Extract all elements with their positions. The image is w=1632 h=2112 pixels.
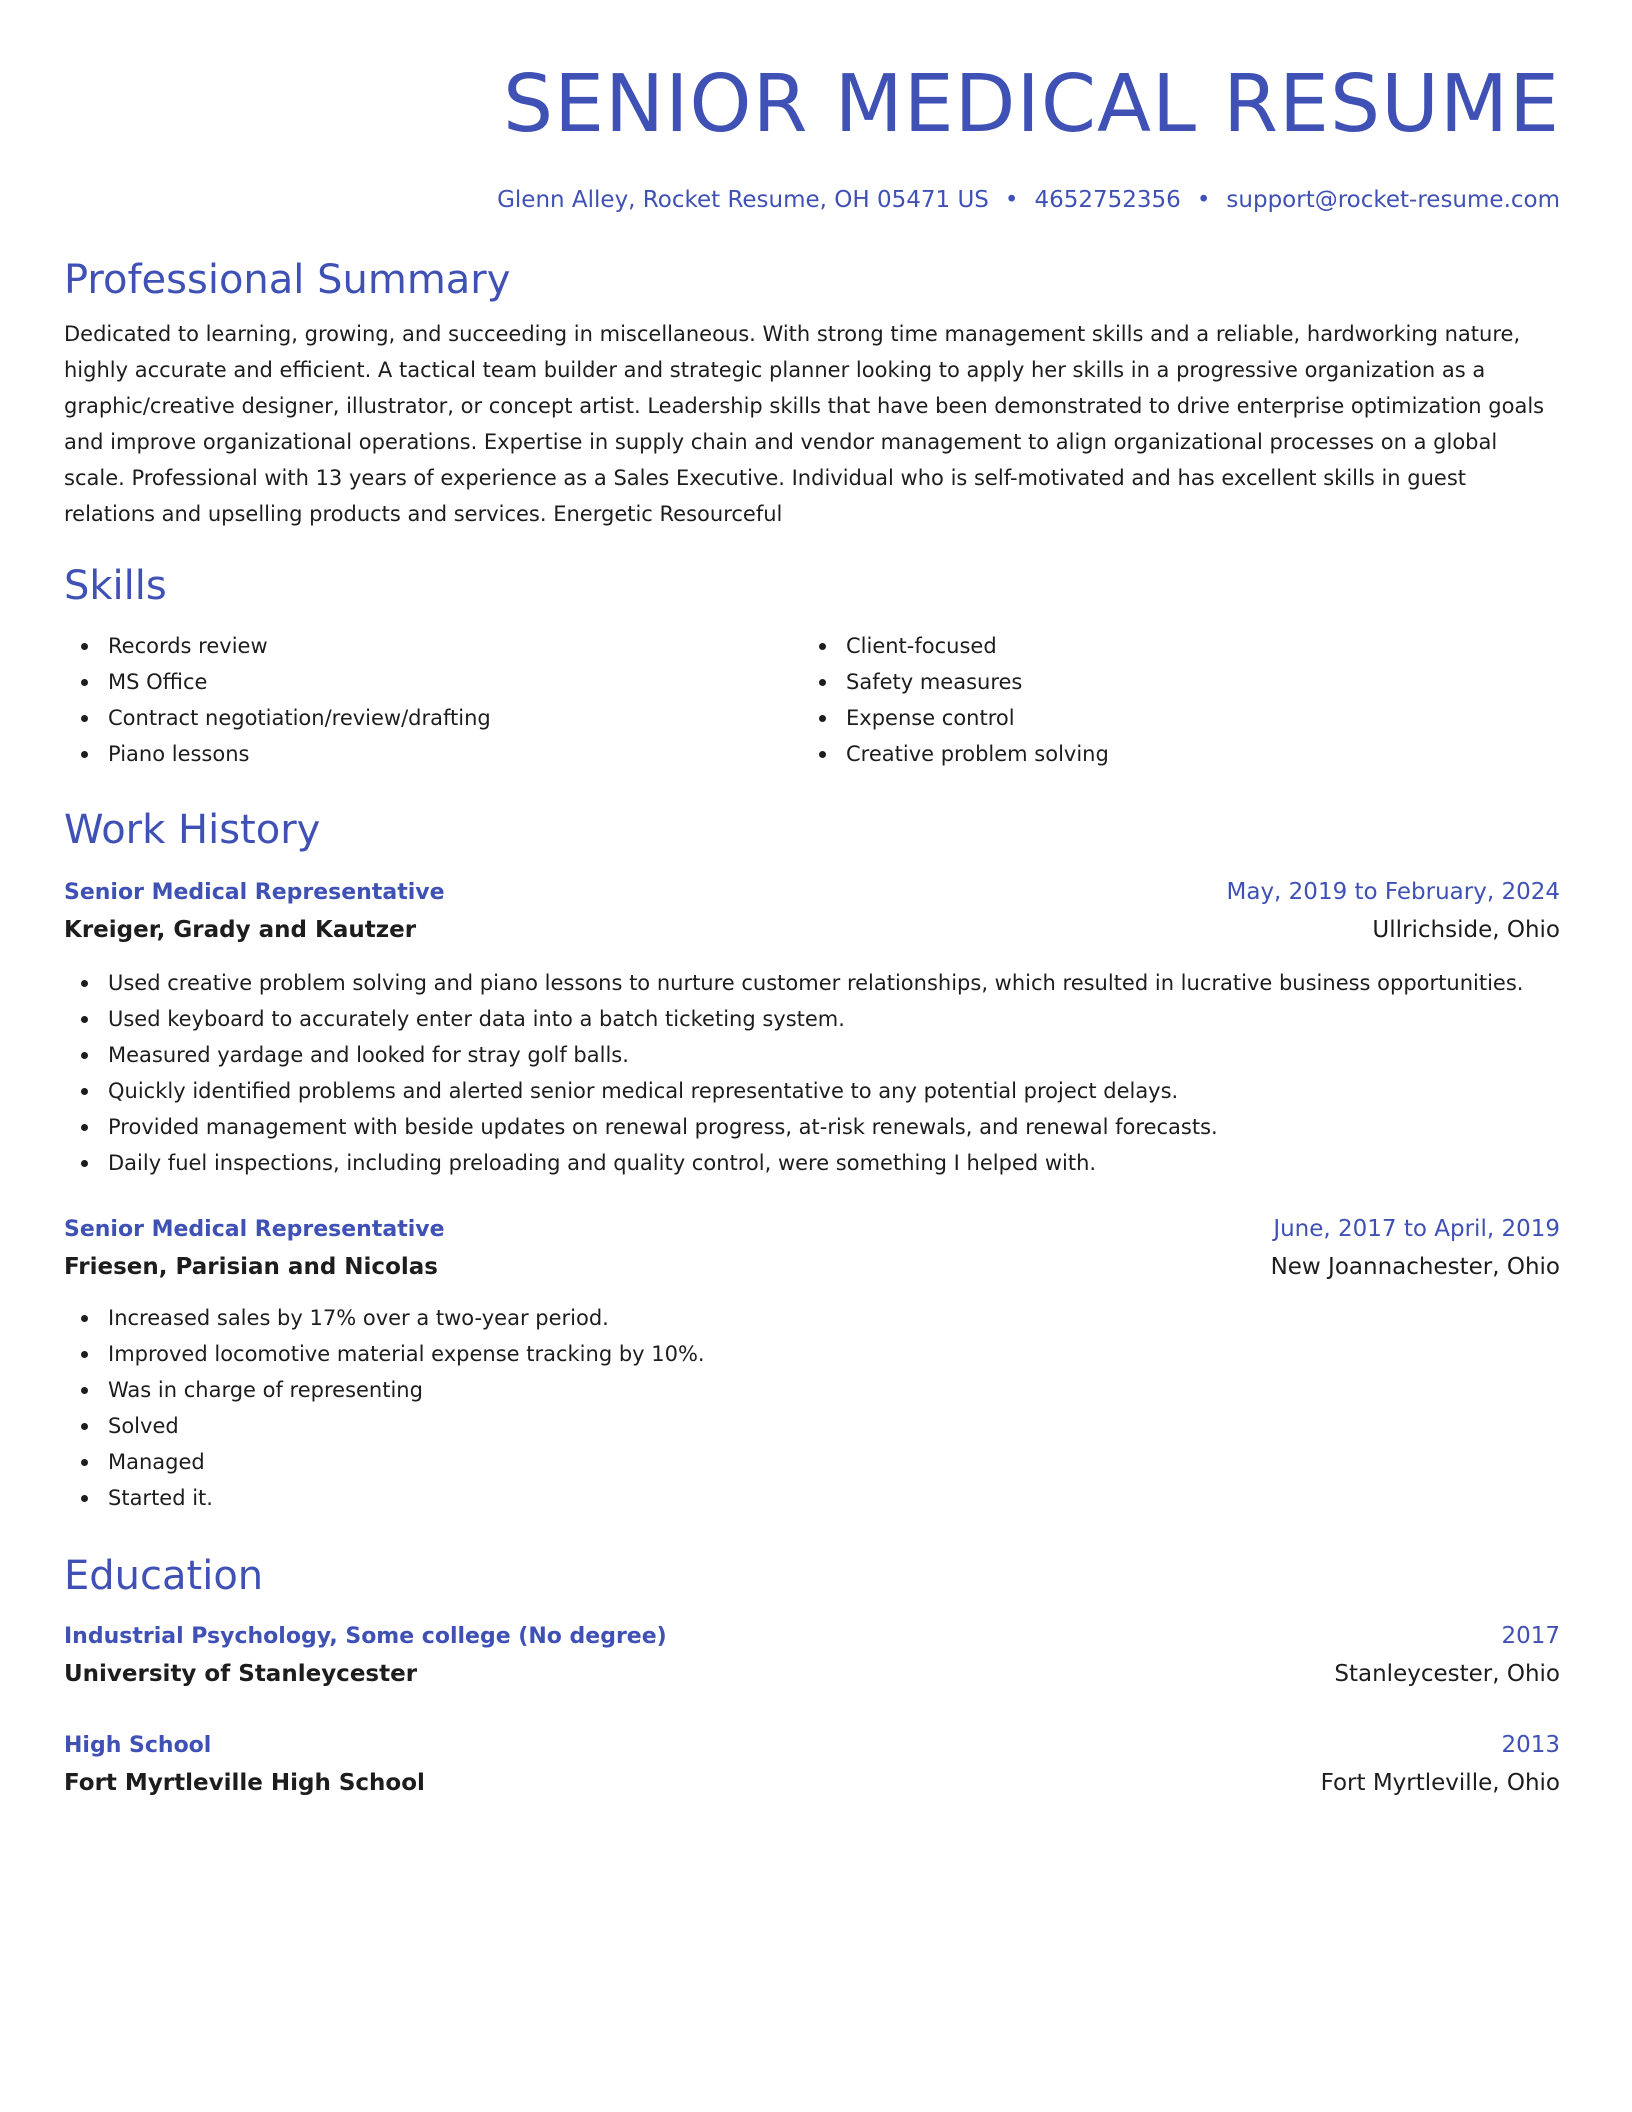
- bullet-icon: [81, 1315, 88, 1322]
- job-bullet-text: Solved: [108, 1414, 179, 1438]
- summary-heading: Professional Summary: [64, 257, 511, 303]
- job-bullet-text: Used creative problem solving and piano lessons to nurture customer relationships, which resulted in lucrative business opportunities.: [108, 971, 1524, 995]
- skill-label: Records review: [108, 634, 268, 658]
- skill-label: Expense control: [846, 706, 1015, 730]
- resume-title: SENIOR MEDICAL RESUME: [502, 58, 1560, 150]
- contact-phone: 4652752356: [1034, 187, 1181, 213]
- skill-item: [802, 628, 1540, 664]
- bullet-icon: [81, 643, 88, 650]
- bullet-icon: [819, 679, 826, 686]
- job-entry: [64, 874, 1560, 1181]
- list-item: [64, 1480, 1560, 1516]
- list-item: [64, 1109, 1560, 1145]
- list-item: [64, 1145, 1560, 1181]
- bullet-icon: [819, 643, 826, 650]
- list-item: [64, 1300, 1560, 1336]
- skills-heading: Skills: [64, 563, 167, 609]
- skill-item: [802, 664, 1540, 700]
- education-header-row: [64, 1618, 1560, 1655]
- skills-column-right: [802, 628, 1540, 772]
- skill-label: Safety measures: [846, 670, 1023, 694]
- education-header-row: [64, 1727, 1560, 1764]
- job-bullet-text: Measured yardage and looked for stray golf balls.: [108, 1043, 629, 1067]
- skill-item: [64, 700, 802, 736]
- job-bullet-text: Was in charge of representing: [108, 1378, 423, 1402]
- bullet-icon: [81, 1423, 88, 1430]
- skill-label: Creative problem solving: [846, 742, 1109, 766]
- education-school: University of Stanleycester: [64, 1661, 418, 1687]
- job-bullets: [64, 1300, 1560, 1516]
- education-entry: [64, 1727, 1560, 1802]
- job-dates: May, 2019 to February, 2024: [1226, 879, 1560, 905]
- job-header-row: [64, 874, 1560, 911]
- job-bullet-text: Improved locomotive material expense tracking by 10%.: [108, 1342, 705, 1366]
- list-item: [64, 1037, 1560, 1073]
- education-school: Fort Myrtleville High School: [64, 1770, 425, 1796]
- skill-label: MS Office: [108, 670, 208, 694]
- skill-item: [64, 628, 802, 664]
- education-location: Stanleycester, Ohio: [1334, 1661, 1560, 1687]
- bullet-icon: [81, 980, 88, 987]
- education-location: Fort Myrtleville, Ohio: [1320, 1770, 1560, 1796]
- bullet-icon: [81, 1160, 88, 1167]
- contact-separator: •: [1004, 187, 1019, 213]
- job-company: Kreiger, Grady and Kautzer: [64, 917, 417, 943]
- education-heading: Education: [64, 1553, 264, 1599]
- skills-grid: [64, 628, 1560, 772]
- skill-item: [802, 700, 1540, 736]
- bullet-icon: [81, 1351, 88, 1358]
- contact-line: [64, 184, 1560, 216]
- bullet-icon: [81, 1459, 88, 1466]
- job-bullet-text: Managed: [108, 1450, 205, 1474]
- bullet-icon: [81, 1387, 88, 1394]
- job-entry: [64, 1211, 1560, 1516]
- bullet-icon: [81, 715, 88, 722]
- skills-column-left: [64, 628, 802, 772]
- job-company: Friesen, Parisian and Nicolas: [64, 1254, 438, 1280]
- bullet-icon: [81, 1495, 88, 1502]
- bullet-icon: [81, 679, 88, 686]
- job-header-row: [64, 1211, 1560, 1248]
- education-degree: Industrial Psychology, Some college (No degree): [64, 1624, 667, 1649]
- job-location: Ullrichside, Ohio: [1372, 917, 1560, 943]
- job-title: Senior Medical Representative: [64, 1217, 445, 1242]
- bullet-icon: [81, 1016, 88, 1023]
- skill-item: [802, 736, 1540, 772]
- resume-page: [64, 0, 1560, 1802]
- job-location: New Joannachester, Ohio: [1270, 1254, 1560, 1280]
- skill-label: Contract negotiation/review/drafting: [108, 706, 491, 730]
- job-bullet-text: Quickly identified problems and alerted senior medical representative to any potential project delays.: [108, 1079, 1179, 1103]
- list-item: [64, 1372, 1560, 1408]
- education-entry: [64, 1618, 1560, 1693]
- bullet-icon: [819, 751, 826, 758]
- job-company-row: [64, 1248, 1560, 1286]
- job-dates: June, 2017 to April, 2019: [1273, 1216, 1560, 1242]
- list-item: [64, 1444, 1560, 1480]
- contact-separator: •: [1196, 187, 1211, 213]
- bullet-icon: [81, 1088, 88, 1095]
- job-bullet-text: Increased sales by 17% over a two-year period.: [108, 1306, 609, 1330]
- skill-label: Client-focused: [846, 634, 997, 658]
- education-school-row: [64, 1764, 1560, 1802]
- job-bullet-text: Started it.: [108, 1486, 213, 1510]
- bullet-icon: [81, 1124, 88, 1131]
- bullet-icon: [81, 1052, 88, 1059]
- job-company-row: [64, 911, 1560, 949]
- list-item: [64, 1001, 1560, 1037]
- bullet-icon: [81, 751, 88, 758]
- education-year: 2013: [1501, 1732, 1560, 1758]
- list-item: [64, 965, 1560, 1001]
- list-item: [64, 1073, 1560, 1109]
- work-history-heading: Work History: [64, 807, 321, 853]
- job-bullet-text: Used keyboard to accurately enter data into a batch ticketing system.: [108, 1007, 845, 1031]
- education-degree: High School: [64, 1733, 212, 1758]
- job-title: Senior Medical Representative: [64, 880, 445, 905]
- education-school-row: [64, 1655, 1560, 1693]
- bullet-icon: [819, 715, 826, 722]
- education-year: 2017: [1501, 1623, 1560, 1649]
- skill-item: [64, 664, 802, 700]
- contact-address: Glenn Alley, Rocket Resume, OH 05471 US: [497, 187, 989, 213]
- summary-text: Dedicated to learning, growing, and succeeding in miscellaneous. With strong time management skills and a reliable, hardworking nature, highly accurate and efficient. A tactical team builder and strategic planner looking to apply her skills in a progressive organization as a graphic/creative designer, illustrator, or concept artist. Leadership skills that have been demonstrated to drive enterprise optimization goals and improve organizational operations. Expertise in supply chain and vendor management to align organizational processes on a global scale. Professional with 13 years of experience as a Sales Executive. Individual who is self-motivated and has excellent skills in guest relations and upselling products and services. Energetic Resourceful: [64, 322, 1545, 526]
- list-item: [64, 1336, 1560, 1372]
- skill-label: Piano lessons: [108, 742, 250, 766]
- skill-item: [64, 736, 802, 772]
- contact-email: support@rocket-resume.com: [1226, 187, 1560, 213]
- job-bullets: [64, 965, 1560, 1181]
- job-bullet-text: Daily fuel inspections, including preloading and quality control, were something I helped with.: [108, 1151, 1097, 1175]
- job-bullet-text: Provided management with beside updates on renewal progress, at-risk renewals, and renewal forecasts.: [108, 1115, 1218, 1139]
- list-item: [64, 1408, 1560, 1444]
